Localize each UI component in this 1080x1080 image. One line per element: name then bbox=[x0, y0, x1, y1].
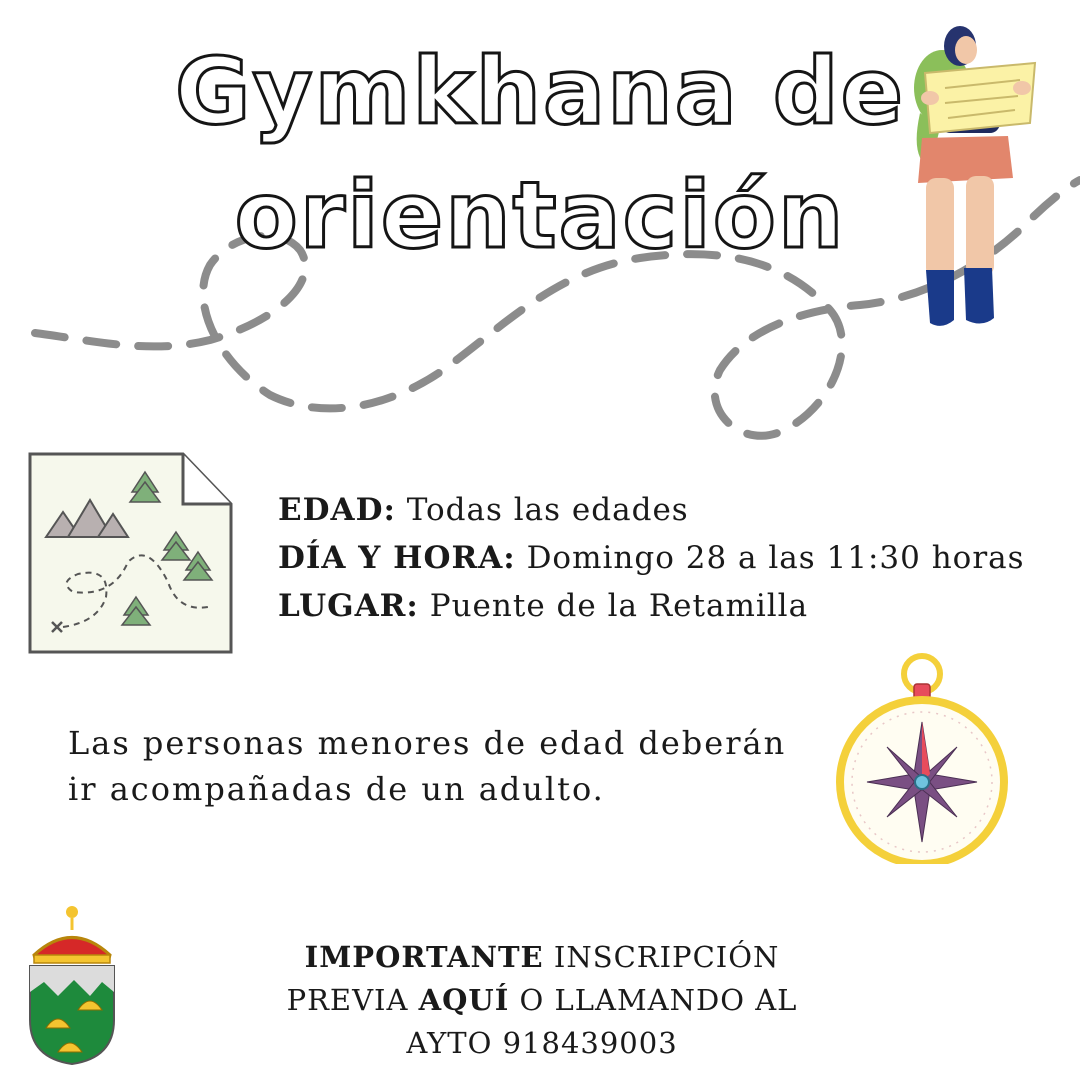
title-line-1: Gymkhana de bbox=[175, 38, 905, 145]
registration-text-2b: O LLAMANDO AL bbox=[509, 983, 798, 1017]
age-label: EDAD: bbox=[278, 492, 396, 528]
place-value: Puente de la Retamilla bbox=[429, 588, 809, 624]
event-details bbox=[278, 486, 1068, 630]
treasure-map-icon bbox=[28, 452, 234, 656]
important-label: IMPORTANTE bbox=[304, 940, 544, 974]
notice-line-1: Las personas menores de edad deberán bbox=[68, 724, 787, 762]
registration-notice bbox=[262, 936, 822, 1065]
coat-of-arms-icon bbox=[24, 900, 120, 1066]
date-value: Domingo 28 a las 11:30 horas bbox=[526, 540, 1025, 576]
registration-line-2 bbox=[262, 979, 822, 1022]
compass-icon bbox=[832, 652, 1012, 864]
page-title bbox=[140, 30, 940, 278]
registration-line-1 bbox=[262, 936, 822, 979]
phone-line: AYTO 918439003 bbox=[406, 1026, 678, 1060]
date-row bbox=[278, 534, 1068, 582]
notice-line-2: ir acompañadas de un adulto. bbox=[68, 770, 605, 808]
place-row bbox=[278, 582, 1068, 630]
registration-text-1: INSCRIPCIÓN bbox=[543, 940, 780, 974]
date-label: DÍA Y HORA: bbox=[278, 540, 516, 576]
place-label: LUGAR: bbox=[278, 588, 419, 624]
registration-link[interactable]: AQUÍ bbox=[418, 983, 510, 1017]
age-value: Todas las edades bbox=[406, 492, 689, 528]
title-line-2: orientación bbox=[234, 162, 846, 269]
minors-notice bbox=[68, 720, 828, 812]
age-row bbox=[278, 486, 1068, 534]
registration-text-2a: PREVIA bbox=[286, 983, 419, 1017]
hiker-with-map-icon bbox=[900, 18, 1050, 338]
